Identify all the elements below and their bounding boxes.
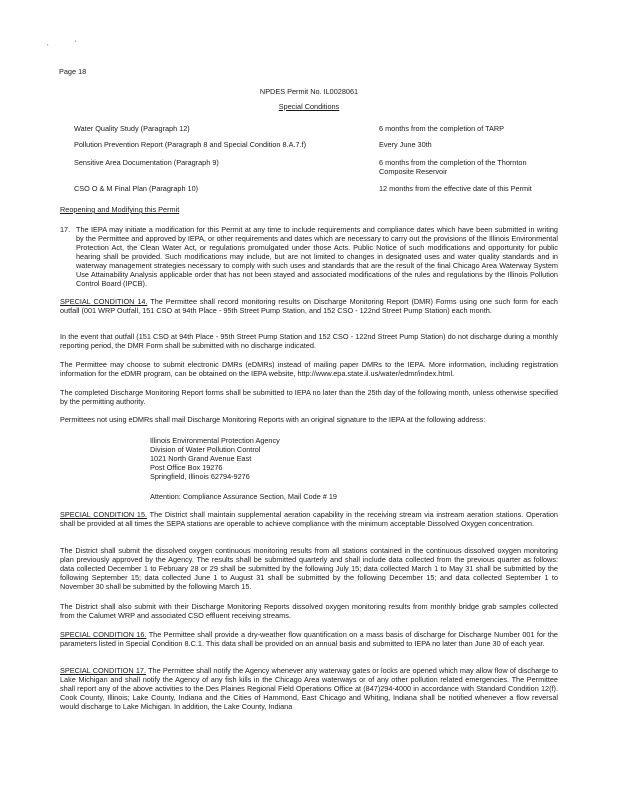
section-title-text: Special Conditions	[278, 102, 340, 111]
corner-mark: ,	[47, 41, 49, 47]
schedule-row	[74, 140, 574, 160]
schedule-due: 6 months from the completion of TARP	[379, 124, 505, 133]
reopening-heading-text: Reopening and Modifying this Permit	[60, 205, 180, 214]
condition-label: SPECIAL CONDITION 14.	[60, 297, 148, 306]
para-number: 17.	[60, 225, 71, 234]
sc15-paragraph: The District shall submit the dissolved oxygen continuous monitoring results from all stations contained in the continuous dissolved oxygen monitoring plan previously approved by the Agency. The results shall be submitted quarterly and shall include data collected from the previous quarter as follows: data collected December 1 to February 28 or 29 shall be submitted by the following July 15; data collected March 1 to May 31 shall be submitted by the following September 15; data collected June 1 to August 31 shall be submitted by the following December 15; and data collected September 1 to November 30 shall be submitted by the following March 15.	[60, 546, 558, 591]
schedule-due: Every June 30th	[379, 140, 432, 149]
condition-text: The Permittee shall notify the Agency whenever any waterway gates or locks are opened which may allow flow of discharge to Lake Michigan and shall notify the Agency of any fish kills in the Chicago Area waterways or of any other pollution related emergencies. The Permittee shall report any of the above activities to the Des Plaines Regional Field Operations Office at (847)294-4000 in accordance with Standard Condition 12(f). Cook County, Illinois; Lake County, Indiana and the Cities of Hammond, East Chicago and Whiting, Indiana shall be notified whenever a flow reversal would discharge to Lake Michigan. In addition, the Lake County, Indiana	[60, 666, 558, 711]
schedule-item: Sensitive Area Documentation (Paragraph 9)	[74, 158, 219, 167]
condition-text: The District shall maintain supplemental aeration capability in the receiving stream via instream aeration stations. Operation shall be provided at all times the SEPA stations are operable to achieve compliance with the minimum acceptable Dissolved Oxygen concentration.	[60, 510, 558, 528]
schedule-item: Pollution Prevention Report (Paragraph 8 and Special Condition 8.A.7.f)	[74, 140, 307, 149]
schedule-item: Water Quality Study (Paragraph 12)	[74, 124, 190, 133]
sc14-paragraph: The Permittee may choose to submit electronic DMRs (eDMRs) instead of mailing paper DMRs to the IEPA. More information, including registration information for the eDMR program, can be obtained on the IEPA website, http://www.epa.state.il.us/water/edmr/index.html.	[60, 360, 558, 378]
sc14-paragraph: Permittees not using eDMRs shall mail Discharge Monitoring Reports with an original signature to the IEPA at the following address:	[60, 415, 486, 424]
paragraph-17: The IEPA may initiate a modification for this Permit at any time to include requirements and compliance dates which have been submitted in writing by the Permittee and approved by IEPA, or other requirements and dates which are necessary to carry out the provisions of the Illinois Environmental Protection Act, the Clean Water Act, or regulations promulgated under those Acts. Public Notice of such modifications and opportunity for public hearing shall be provided. Such modifications may include, but are not limited to changes in designated uses and water quality standards and in waterway management strategies necessary to comply with such uses and standards that are the result of the final Chicago Area Waterway System Use Attainability Analysis applicable order that has not been stayed and associated modifications of the rules and regulations by the Illinois Pollution Control Board (IPCB).	[76, 225, 558, 288]
schedule-row	[74, 158, 574, 178]
address-line: Post Office Box 19276	[150, 463, 223, 472]
address-line: Division of Water Pollution Control	[150, 445, 261, 454]
address-line: 1021 North Grand Avenue East	[150, 454, 252, 463]
condition-text: The Permittee shall record monitoring results on Discharge Monitoring Report (DMR) Forms using one such form for each outfall (001 WRP Outfall, 151 CSO at 94th Place - 95th Street Pump Station, and 152 CSO - 122nd Street Pump Station) each month.	[60, 297, 558, 315]
sc14-paragraph: In the event that outfall (151 CSO at 94th Place - 95th Street Pump Station and 152 CSO - 122nd Street Pump Station) do not discharge during a monthly reporting period, the DMR Form shall be submitted with no discharge indicated.	[60, 332, 558, 350]
address-line: Springfield, Illinois 62794-9276	[150, 472, 250, 481]
sc14-paragraph: The completed Discharge Monitoring Report forms shall be submitted to IEPA no later than the 25th day of the following month, unless otherwise specified by the permitting authority.	[60, 388, 558, 406]
condition-label: SPECIAL CONDITION 15.	[60, 510, 148, 519]
corner-mark: '	[75, 41, 77, 47]
special-condition-17	[60, 666, 558, 711]
schedule-due: 6 months from the completion of the Thornton Composite Reservoir	[379, 158, 527, 176]
permit-number: NPDES Permit No. IL0028061	[259, 87, 359, 96]
sc15-paragraph: The District shall also submit with their Discharge Monitoring Reports dissolved oxygen monitoring results from monthly bridge grab samples collected from the Calumet WRP and associated CSO effluent receiving streams.	[60, 602, 558, 620]
page-label: Page 18	[59, 67, 87, 76]
condition-text: The Permittee shall provide a dry-weather flow quantification on a mass basis of discharge for Discharge Number 001 for the parameters listed in Special Condition 8.C.1. This data shall be provided on an annual basis and submitted to IEPA no later than June 30 of each year.	[60, 630, 558, 648]
reopening-heading	[60, 205, 179, 214]
schedule-row	[74, 184, 574, 204]
attention-line: Attention: Compliance Assurance Section, Mail Code # 19	[150, 492, 337, 501]
address-line: Illinois Environmental Protection Agency	[150, 436, 280, 445]
mailing-address	[150, 436, 450, 481]
schedule-due: 12 months from the effective date of this Permit	[379, 184, 532, 193]
special-condition-15	[60, 510, 558, 528]
special-condition-14	[60, 297, 558, 315]
special-condition-16	[60, 630, 558, 648]
condition-label: SPECIAL CONDITION 17.	[60, 666, 147, 675]
section-title	[0, 102, 618, 111]
schedule-item: CSO O & M Final Plan (Paragraph 10)	[74, 184, 199, 193]
condition-label: SPECIAL CONDITION 16.	[60, 630, 147, 639]
